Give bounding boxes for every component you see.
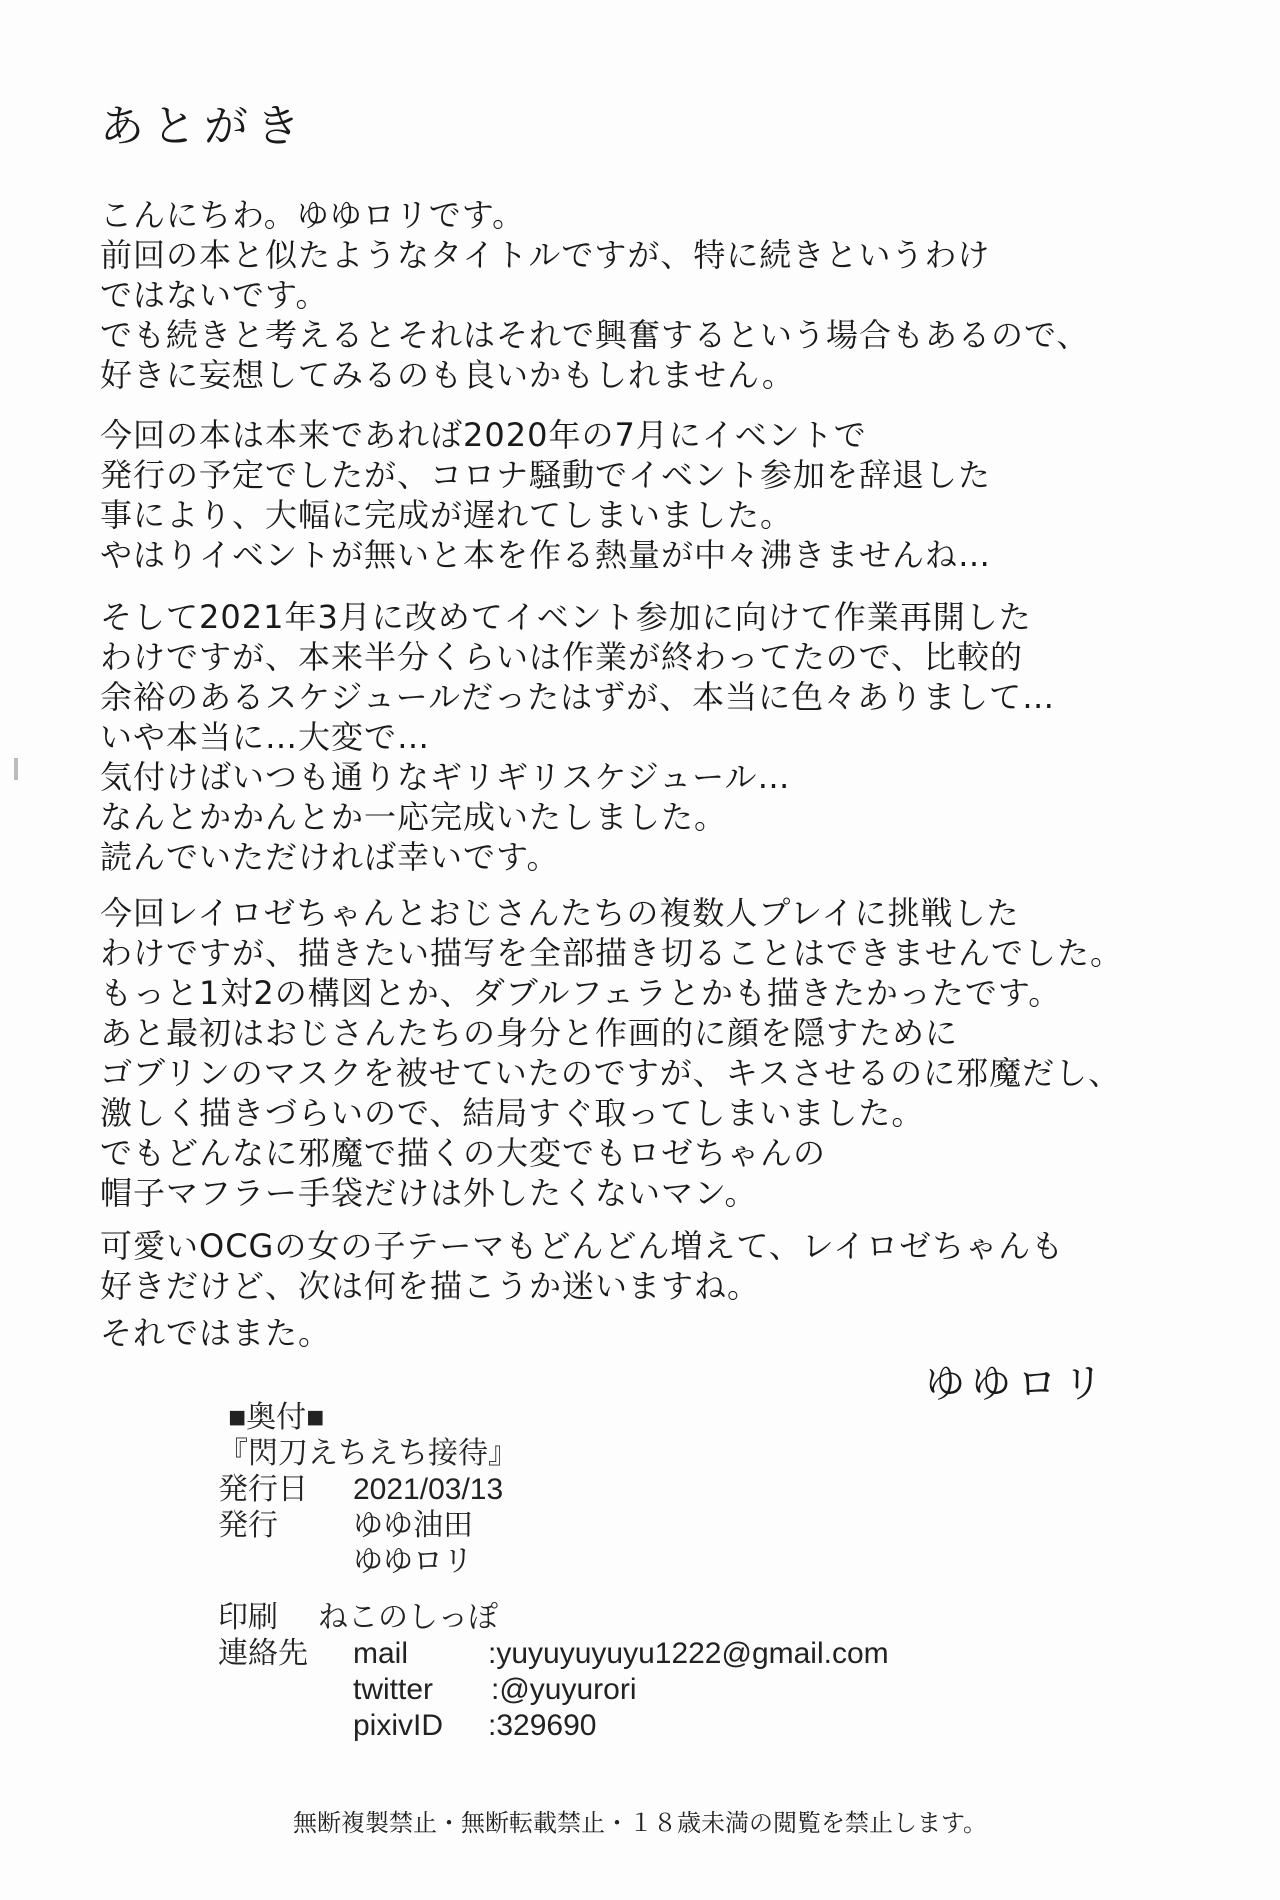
text-line: わけですが、本来半分くらいは作業が終わってたので、比較的 (100, 638, 1024, 676)
afterword-paragraph-2 (100, 415, 1180, 575)
copyright-notice: 無断複製禁止・無断転載禁止・１８歳未満の閲覧を禁止します。 (292, 1809, 988, 1837)
book-title: 『閃刀えちえち接待』 (218, 1437, 518, 1470)
printer-name: ねこのしっぽ (318, 1601, 498, 1634)
mail-label: mail (353, 1637, 409, 1670)
text-line: 発行の予定でしたが、コロナ騒動でイベント参加を辞退した (100, 456, 992, 494)
mail-address: :yuyuyuyuyu1222@gmail.com (488, 1637, 889, 1670)
text-line: 好きに妄想してみるのも良いかもしれません。 (100, 356, 795, 394)
text-line: そして2021年3月に改めてイベント参加に向けて作業再開した (100, 598, 1032, 636)
afterword-paragraph-1 (100, 195, 1180, 395)
contact-mail-row (218, 1636, 889, 1672)
text-line: 余裕のあるスケジュールだったはずが、本当に色々ありまして… (100, 678, 1056, 716)
printer-label: 印刷 (218, 1601, 278, 1634)
twitter-handle: :@yuyurori (491, 1673, 637, 1706)
text-line: 帽子マフラー手袋だけは外したくないマン。 (100, 1174, 758, 1212)
twitter-label: twitter (353, 1673, 434, 1706)
afterword-paragraph-3 (100, 597, 1180, 877)
contact-label: 連絡先 (218, 1637, 308, 1670)
colophon (218, 1400, 889, 1744)
publisher-row (218, 1508, 889, 1544)
text-line: 読んでいただければ幸いです。 (100, 838, 560, 876)
afterword-title: あとがき (100, 101, 308, 152)
pixiv-label: pixivID (353, 1709, 444, 1742)
text-line: もっと1対2の構図とか、ダブルフェラとかも描きたかったです。 (100, 974, 1062, 1012)
text-line: 今回の本は本来であれば2020年の7月にイベントで (100, 416, 867, 454)
printer-row (218, 1600, 889, 1636)
pixiv-id: :329690 (488, 1709, 597, 1742)
publish-date-row (218, 1472, 889, 1508)
text-line: それではまた。 (100, 1314, 332, 1352)
text-line: いや本当に…大変で… (100, 718, 431, 756)
text-line: 気付けばいつも通りなギリギリスケジュール… (100, 758, 791, 796)
contact-pixiv-row (218, 1708, 889, 1744)
author-row (218, 1544, 889, 1580)
text-line: 激しく描きづらいので、結局すぐ取ってしまいました。 (100, 1094, 925, 1132)
publisher-label: 発行 (218, 1509, 278, 1542)
author-name: ゆゆロリ (353, 1545, 473, 1578)
colophon-header: ■奥付■ (228, 1401, 325, 1434)
text-line: ではないです。 (100, 276, 329, 314)
contact-twitter-row (218, 1672, 889, 1708)
text-line: 事により、大幅に完成が遅れてしまいました。 (100, 496, 794, 534)
text-line: 今回レイロゼちゃんとおじさんたちの複数人プレイに挑戦した (100, 894, 1020, 932)
text-line: 可愛いOCGの女の子テーマもどんどん増えて、レイロゼちゃんも (100, 1227, 1065, 1265)
publisher-name: ゆゆ油田 (353, 1509, 473, 1542)
text-line: 前回の本と似たようなタイトルですが、特に続きというわけ (100, 236, 991, 274)
text-line: わけですが、描きたい描写を全部描き切ることはできませんでした。 (100, 934, 1124, 972)
afterword-paragraph-6 (100, 1313, 1180, 1353)
publish-date: 2021/03/13 (353, 1473, 504, 1506)
scan-mark (14, 758, 18, 780)
text-line: やはりイベントが無いと本を作る熱量が中々沸きませんね… (100, 536, 992, 574)
publish-date-label: 発行日 (218, 1473, 308, 1506)
text-line: 好きだけど、次は何を描こうか迷いますね。 (100, 1267, 761, 1305)
afterword-paragraph-4 (100, 893, 1180, 1213)
author-signature: ゆゆロリ (925, 1361, 1109, 1407)
text-line: なんとかかんとか一応完成いたしました。 (100, 798, 728, 836)
text-line: あと最初はおじさんたちの身分と作画的に顔を隠すために (100, 1014, 959, 1052)
text-line: ゴブリンのマスクを被せていたのですが、キスさせるのに邪魔だし、 (100, 1054, 1122, 1092)
afterword-paragraph-5 (100, 1226, 1180, 1306)
text-line: でも続きと考えるとそれはそれで興奮するという場合もあるので、 (100, 316, 1090, 354)
text-line: こんにちわ。ゆゆロリです。 (100, 196, 526, 234)
text-line: でもどんなに邪魔で描くの大変でもロゼちゃんの (100, 1134, 827, 1172)
